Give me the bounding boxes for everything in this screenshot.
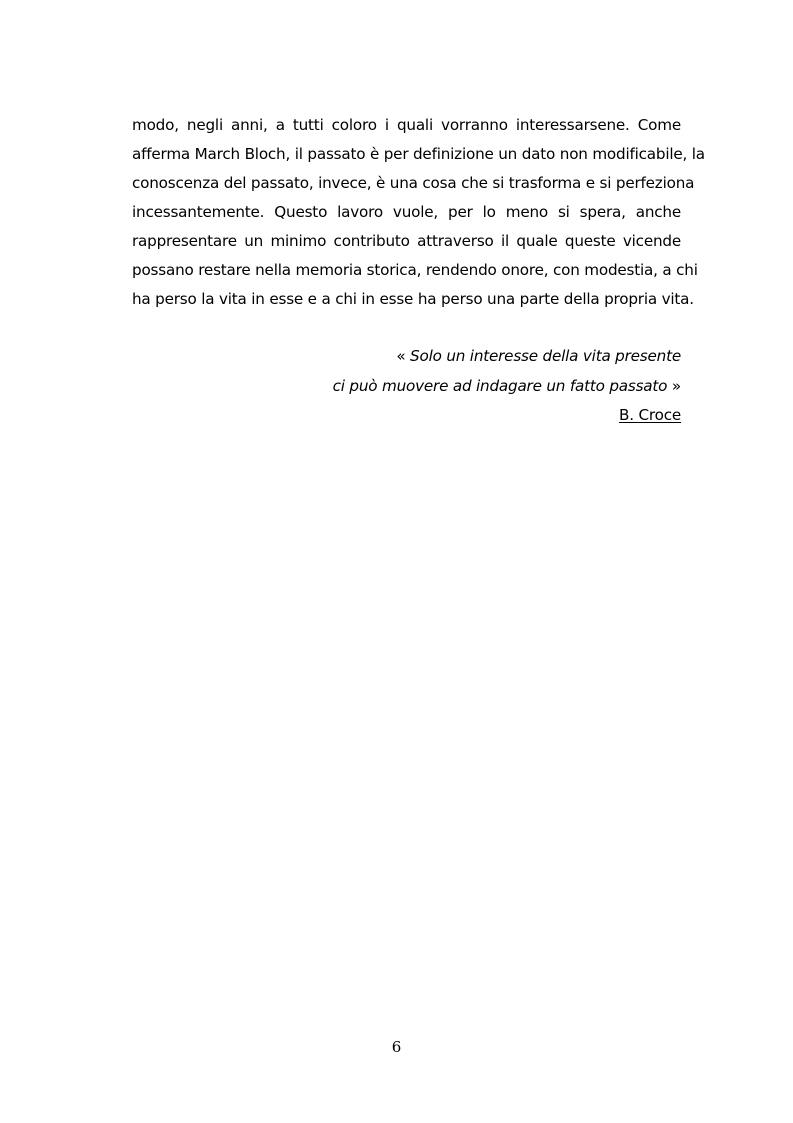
paragraph-line: conoscenza del passato, invece, è una cosa che si trasforma e si perfeziona (132, 174, 695, 192)
paragraph-line: ha perso la vita in esse e a chi in esse ha perso una parte della propria vita. (132, 290, 694, 308)
paragraph-line: afferma March Bloch, il passato è per definizione un dato non modificabile, la (132, 145, 705, 163)
quote-open-mark: « (396, 347, 411, 365)
quote-text-2: ci può muovere ad indagare un fatto passato (332, 376, 668, 395)
quote-line-1 (181, 342, 681, 372)
quote-author: B. Croce (619, 406, 681, 424)
page-number: 6 (391, 1038, 402, 1056)
quote-close-mark: » (667, 376, 681, 395)
epigraph-quote (181, 342, 681, 431)
body-paragraph (132, 111, 705, 314)
paragraph-line: modo, negli anni, a tutti coloro i quali vorranno interessarsene. Come (132, 116, 681, 134)
quote-line-2 (181, 372, 681, 402)
paragraph-line: possano restare nella memoria storica, rendendo onore, con modestia, a chi (132, 261, 698, 279)
paragraph-line: incessantemente. Questo lavoro vuole, per lo meno si spera, anche (132, 203, 681, 221)
quote-text-1: Solo un interesse della vita presente (410, 347, 681, 365)
paragraph-line: rappresentare un minimo contributo attraverso il quale queste vicende (132, 232, 681, 250)
